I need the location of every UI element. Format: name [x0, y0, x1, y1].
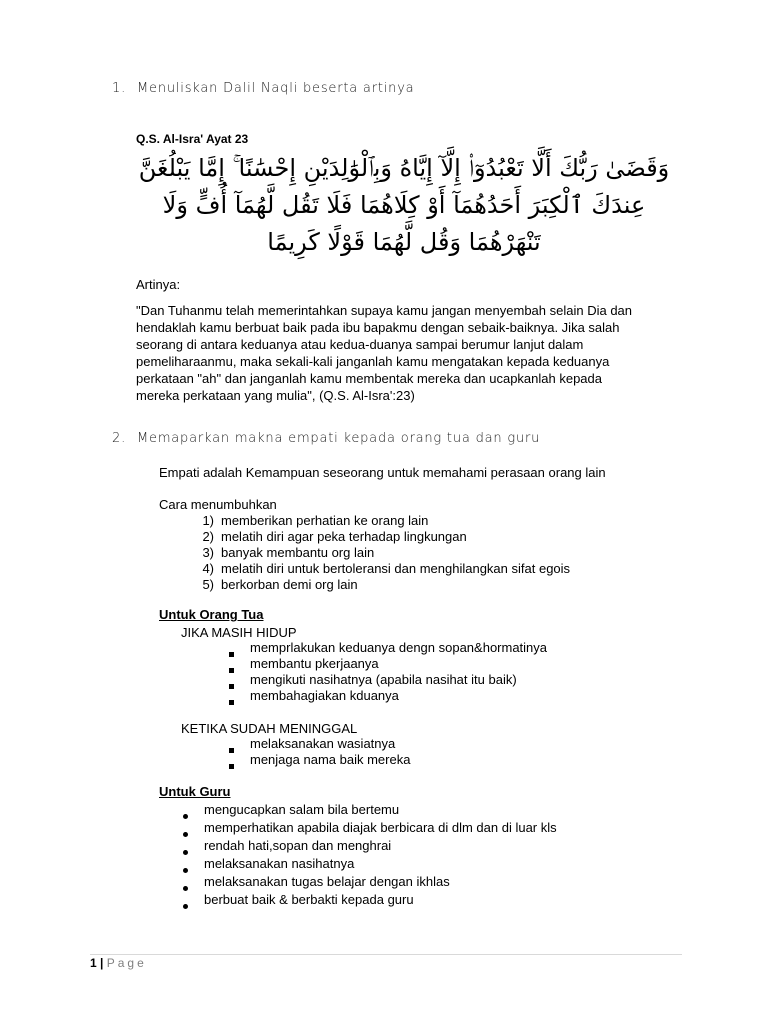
hidup-item-text: membantu pkerjaanya [250, 656, 379, 671]
translation-line-6: mereka perkataan yang mulia", (Q.S. Al-Isra':23) [136, 388, 415, 403]
page-word: Page [106, 956, 147, 970]
square-bullet-icon [229, 741, 234, 756]
round-bullet-icon [183, 825, 188, 840]
cara-item-text: melatih diri agar peka terhadap lingkungan [221, 529, 467, 544]
page-number: 1 [90, 956, 97, 970]
hidup-item-text: membahagiakan kduanya [250, 688, 399, 703]
translation-line-4: pemeliharaanmu, maka sekali-kali janganlah kamu mengatakan kepada keduanya [136, 354, 610, 369]
cara-item-number: 5) [202, 577, 214, 592]
cara-item-text: memberikan perhatian ke orang lain [221, 513, 429, 528]
meninggal-item-text: melaksanakan wasiatnya [250, 736, 396, 751]
masih-hidup-label: JIKA MASIH HIDUP [181, 625, 297, 640]
section-1-number: 1. [112, 81, 127, 96]
cara-item-number: 3) [202, 545, 214, 560]
square-bullet-icon [229, 693, 234, 708]
orang-tua-title: Untuk Orang Tua [159, 607, 264, 622]
cara-item-text: berkorban demi org lain [221, 577, 358, 592]
round-bullet-icon [183, 861, 188, 876]
hidup-item-text: memprlakukan keduanya dengn sopan&hormatinya [250, 640, 548, 655]
guru-item-text: rendah hati,sopan dan menghrai [204, 838, 392, 853]
page-footer [90, 956, 147, 970]
meninggal-item-text: menjaga nama baik mereka [250, 752, 411, 767]
square-bullet-icon [229, 661, 234, 676]
guru-item-text: berbuat baik & berbakti kepada guru [204, 892, 414, 907]
sudah-meninggal-label: KETIKA SUDAH MENINGGAL [181, 721, 358, 736]
round-bullet-icon [183, 843, 188, 858]
guru-title: Untuk Guru [159, 784, 231, 799]
square-bullet-icon [229, 757, 234, 772]
translation-line-2: hendaklah kamu berbuat baik pada ibu bapakmu dengan sebaik-baiknya. Jika salah [136, 320, 620, 335]
section-2-number: 2. [112, 431, 127, 446]
square-bullet-icon [229, 645, 234, 660]
surah-reference: Q.S. Al-Isra' Ayat 23 [136, 132, 249, 146]
round-bullet-icon [183, 879, 188, 894]
arabic-line-1: وَقَضَىٰ رَبُّكَ أَلَّا تَعْبُدُوٓا۟ إِلَّآ إِيَّاهُ وَبِٱلْوَٰلِدَيْنِ إِحْسَٰنًا ۚ إِمَّا يَبْلُغَنَّ [138, 154, 670, 182]
arabic-verse [112, 150, 696, 261]
translation-paragraph [136, 302, 677, 404]
translation-line-5: perkataan "ah" dan janganlah kamu membentak mereka dan ucapkanlah kepada [136, 371, 602, 386]
cara-label: Cara menumbuhkan [159, 497, 277, 512]
hidup-item-text: mengikuti nasihatnya (apabila nasihat itu baik) [250, 672, 517, 687]
guru-item-text: melaksanakan tugas belajar dengan ikhlas [204, 874, 450, 889]
footer-separator: | [100, 956, 104, 970]
arabic-line-3: تَنْهَرْهُمَا وَقُل لَّهُمَا قَوْلًا كَرِيمًا [267, 228, 541, 256]
round-bullet-icon [183, 897, 188, 912]
arabic-line-2: عِندَكَ ٱلْكِبَرَ أَحَدُهُمَآ أَوْ كِلَاهُمَا فَلَا تَقُل لَّهُمَآ أُفٍّ وَلَا [162, 191, 646, 219]
guru-item-text: melaksanakan nasihatnya [204, 856, 355, 871]
square-bullet-icon [229, 677, 234, 692]
section-1-heading [112, 81, 126, 96]
footer-divider [90, 954, 682, 955]
cara-item-number: 2) [202, 529, 214, 544]
guru-item-text: memperhatikan apabila diajak berbicara di dlm dan di luar kls [204, 820, 557, 835]
translation-line-1: "Dan Tuhanmu telah memerintahkan supaya kamu jangan menyembah selain Dia dan [136, 303, 633, 318]
section-1-title: Menuliskan Dalil Naqli beserta artinya [137, 81, 415, 96]
cara-item-text: banyak membantu org lain [221, 545, 375, 560]
cara-item-number: 4) [202, 561, 214, 576]
section-2-title: Memaparkan makna empati kepada orang tua dan guru [137, 431, 541, 446]
translation-line-3: seorang di antara keduanya atau kedua-duanya sampai berumur lanjut dalam [136, 337, 584, 352]
guru-item-text: mengucapkan salam bila bertemu [204, 802, 400, 817]
cara-item-text: melatih diri untuk bertoleransi dan menghilangkan sifat egois [221, 561, 571, 576]
cara-item-number: 1) [202, 513, 214, 528]
empati-definition: Empati adalah Kemampuan seseorang untuk memahami perasaan orang lain [159, 465, 606, 480]
artinya-label: Artinya: [136, 277, 181, 292]
round-bullet-icon [183, 807, 188, 822]
